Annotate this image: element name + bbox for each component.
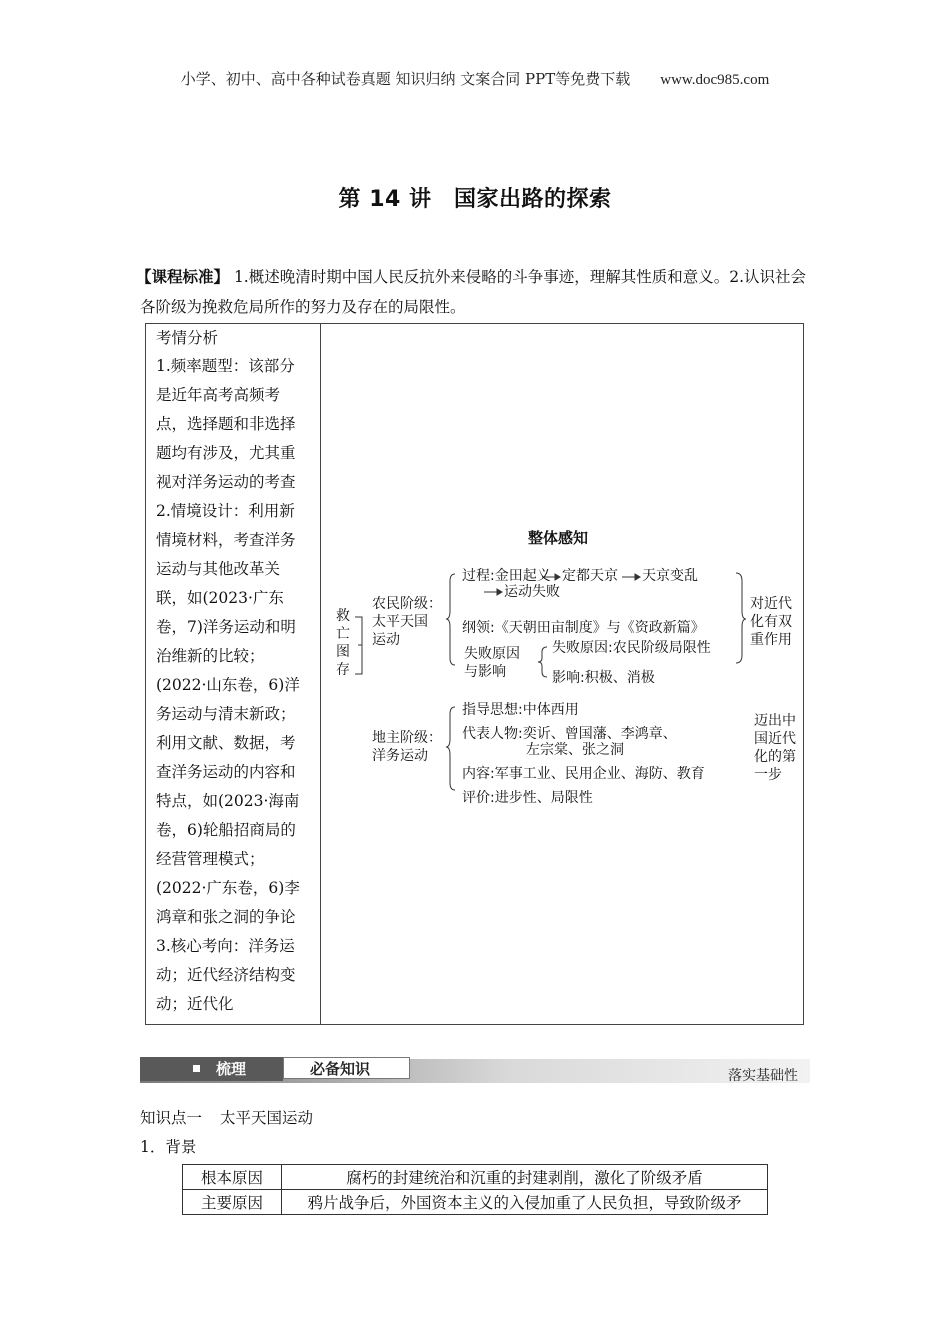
analysis-line: 特点，如(2023·海南: [156, 792, 300, 810]
arrow-2-head: [635, 574, 640, 580]
fail-label-line: 与影响: [464, 664, 506, 680]
process-b: 定都天京: [562, 568, 618, 584]
overview-mindmap: [322, 519, 804, 819]
root-label: [336, 607, 350, 679]
header-site[interactable]: www.doc985.com: [660, 72, 770, 88]
standard-text: 1.概述晚清时期中国人民反抗外来侵略的斗争事迹，理解其性质和意义。2.认识社会各阶级为挽救危局所作的努力及存在的局限性。: [140, 268, 807, 316]
program: 纲领:《天朝田亩制度》与《资政新篇》: [462, 620, 705, 636]
analysis-line: 题均有涉及，尤其重: [156, 444, 296, 462]
page-title: 第 14 讲 国家出路的探索: [338, 187, 612, 212]
analysis-line: 动；近代化: [156, 995, 234, 1013]
process-a: 过程:金田起义: [462, 568, 551, 584]
page-header: [0, 68, 950, 89]
arrow-1-head: [555, 574, 560, 580]
mindmap-title: 整体感知: [528, 529, 589, 547]
analysis-column: [146, 324, 321, 1024]
fail-label-line: 失败原因: [464, 646, 520, 662]
background-heading: 1．背景: [140, 1138, 197, 1156]
table-value: 鸦片战争后，外国资本主义的入侵加重了人民负担，导致阶级矛: [282, 1190, 768, 1215]
taiping-conclusion-line: 重作用: [750, 632, 792, 648]
taiping-label-line: 太平天国: [372, 614, 428, 630]
table-value: 腐朽的封建统治和沉重的封建剥削，激化了阶级矛盾: [282, 1165, 768, 1190]
yangwu-conclusion: [754, 712, 796, 784]
content: 内容:军事工业、民用企业、海防、教育: [462, 766, 705, 782]
analysis-line: 查洋务运动的内容和: [156, 763, 296, 781]
yangwu-label-line: 洋务运动: [372, 748, 428, 764]
yangwu-label: [372, 729, 442, 765]
table-row: [183, 1190, 768, 1215]
header-text: 小学、初中、高中各种试卷真题 知识归纳 文案合同 PPT等免费下载: [180, 70, 631, 88]
analysis-line: 视对洋务运动的考查: [156, 473, 296, 491]
knowledge-point-heading: [140, 1106, 313, 1128]
table-row: [183, 1165, 768, 1190]
section-bar: [140, 1057, 810, 1083]
taiping-label: [372, 595, 442, 649]
taiping-conclusion: [750, 595, 792, 649]
kp-title: 太平天国运动: [220, 1109, 314, 1127]
analysis-line: 卷，7)洋务运动和明: [156, 618, 296, 636]
analysis-line: 利用文献、数据，考: [156, 734, 296, 752]
fail-label: [464, 645, 520, 681]
yangwu-conclusion-line: 化的第: [754, 749, 796, 765]
evaluation: 评价:进步性、局限性: [462, 790, 593, 806]
standard-tag: 【课程标准】: [136, 268, 230, 286]
analysis-body: [156, 352, 320, 1019]
analysis-line: (2022·山东卷，6)洋: [156, 676, 300, 694]
analysis-heading: 考情分析: [156, 329, 219, 347]
analysis-line: 经营管理模式；: [156, 850, 265, 868]
section-label-3: 落实基础性: [728, 1068, 798, 1084]
analysis-line: (2022·广东卷，6)李: [156, 879, 300, 897]
process-d: 运动失败: [504, 584, 560, 600]
taiping-brace: [446, 574, 455, 665]
analysis-line: 卷，6)轮船招商局的: [156, 821, 296, 839]
course-standard: [136, 262, 812, 322]
square-bullet-icon: [193, 1065, 200, 1072]
analysis-line: 鸿章和张之洞的争论: [156, 908, 296, 926]
table-key: 根本原因: [183, 1165, 282, 1190]
analysis-line: 点，选择题和非选择: [156, 415, 296, 433]
yangwu-conclusion-line: 迈出中: [754, 713, 796, 729]
kp-prefix: 知识点一: [140, 1109, 203, 1127]
analysis-line: 动；近代经济结构变: [156, 966, 296, 984]
taiping-conclusion-brace: [736, 573, 746, 663]
root-char: 亡: [336, 626, 350, 642]
root-char: 救: [336, 608, 350, 624]
taiping-label-line: 农民阶级：: [372, 596, 442, 612]
yangwu-conclusion-line: 一步: [754, 767, 782, 783]
analysis-line: 治维新的比较；: [156, 647, 265, 665]
yangwu-brace: [446, 707, 455, 790]
yangwu-conclusion-line: 国近代: [754, 731, 796, 747]
analysis-line: 2.情境设计：利用新: [156, 502, 295, 520]
thought: 指导思想:中体西用: [462, 702, 579, 718]
analysis-line: 1.频率题型：该部分: [156, 357, 295, 375]
taiping-conclusion-line: 化有双: [750, 614, 792, 630]
section-bar-dark: [140, 1057, 283, 1081]
yangwu-label-line: 地主阶级：: [372, 730, 442, 746]
root-char: 图: [336, 644, 350, 660]
arrow-3-head: [497, 589, 502, 595]
analysis-line: 联，如(2023·广东: [156, 589, 284, 607]
background-table: [182, 1164, 768, 1215]
fail-reason: 失败原因:农民阶级局限性: [552, 640, 711, 656]
table-key: 主要原因: [183, 1190, 282, 1215]
root-char: 存: [336, 662, 350, 678]
people-b: 左宗棠、张之洞: [526, 742, 624, 758]
overview-table: [145, 323, 804, 1025]
analysis-line: 3.核心考向：洋务运: [156, 937, 295, 955]
analysis-line: 务运动与清末新政；: [156, 705, 296, 723]
section-label-1: 梳理: [216, 1060, 247, 1078]
root-brace: [355, 617, 362, 674]
people-a: 代表人物:奕䜣、曾国藩、李鸿章、: [462, 726, 677, 742]
process-c: 天京变乱: [642, 568, 698, 584]
section-label-2: 必备知识: [310, 1060, 371, 1078]
fail-effect: 影响:积极、消极: [552, 670, 655, 686]
analysis-line: 是近年高考高频考: [156, 386, 281, 404]
fail-brace: [538, 647, 547, 677]
analysis-line: 情境材料，考查洋务: [156, 531, 296, 549]
taiping-label-line: 运动: [372, 632, 400, 648]
analysis-line: 运动与其他改革关: [156, 560, 281, 578]
taiping-conclusion-line: 对近代: [750, 596, 792, 612]
